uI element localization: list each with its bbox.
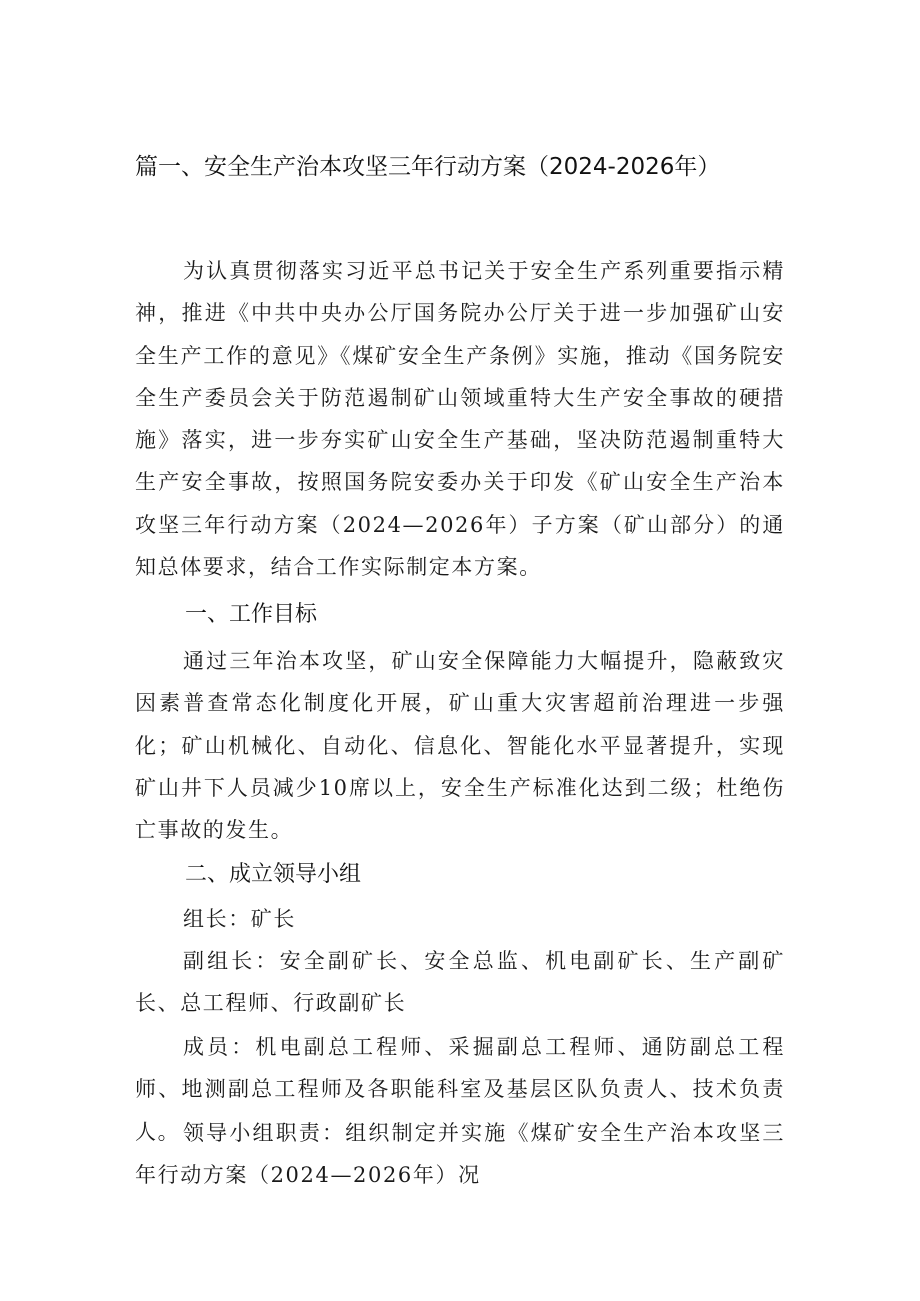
- deputy-leaders-paragraph: 副组长：安全副矿长、安全总监、机电副矿长、生产副矿长、总工程师、行政副矿长: [135, 949, 785, 1016]
- members-paragraph: 成员：机电副总工程师、采掘副总工程师、通防副总工程师、地测副总工程师及各职能科室及基层区队负责人、技术负责人。: [135, 1035, 785, 1144]
- goals-paragraph: 通过三年治本攻坚，矿山安全保障能力大幅提升，隐蔽致灾因素普查常态化制度化开展，矿山重大灾害超前治理进一步强化；矿山机械化、自动化、信息化、智能化水平显著提升，实现矿山井下人员减少10席以上，安全生产标准化达到二级；杜绝伤亡事故的发生。: [135, 649, 785, 843]
- duties-paragraph: 领导小组职责：组织制定并实施《煤矿安全生产治本攻坚三年行动方案（2024—2026年）况: [135, 1121, 785, 1188]
- intro-paragraph: 为认真贯彻落实习近平总书记关于安全生产系列重要指示精神，推进《中共中央办公厅国务院办公厅关于进一步加强矿山安全生产工作的意见》《煤矿安全生产条例》实施，推动《国务院安全生产委员会关于防范遏制矿山领域重特大生产安全事故的硬措施》落实，进一步夯实矿山安全生产基础，坚决防范遏制重特大生产安全事故，按照国务院安委办关于印发《矿山安全生产治本攻坚三年行动方案（2024—2026年）子方案（矿山部分）的通知总体要求，结合工作实际制定本方案。: [135, 259, 785, 580]
- section-heading-goals: 一、工作目标: [185, 602, 318, 627]
- leader-line: 组长：矿长: [183, 907, 296, 931]
- section-heading-leadership: 二、成立领导小组: [185, 862, 362, 887]
- document-title: 篇一、安全生产治本攻坚三年行动方案（2024-2026年）: [135, 154, 721, 180]
